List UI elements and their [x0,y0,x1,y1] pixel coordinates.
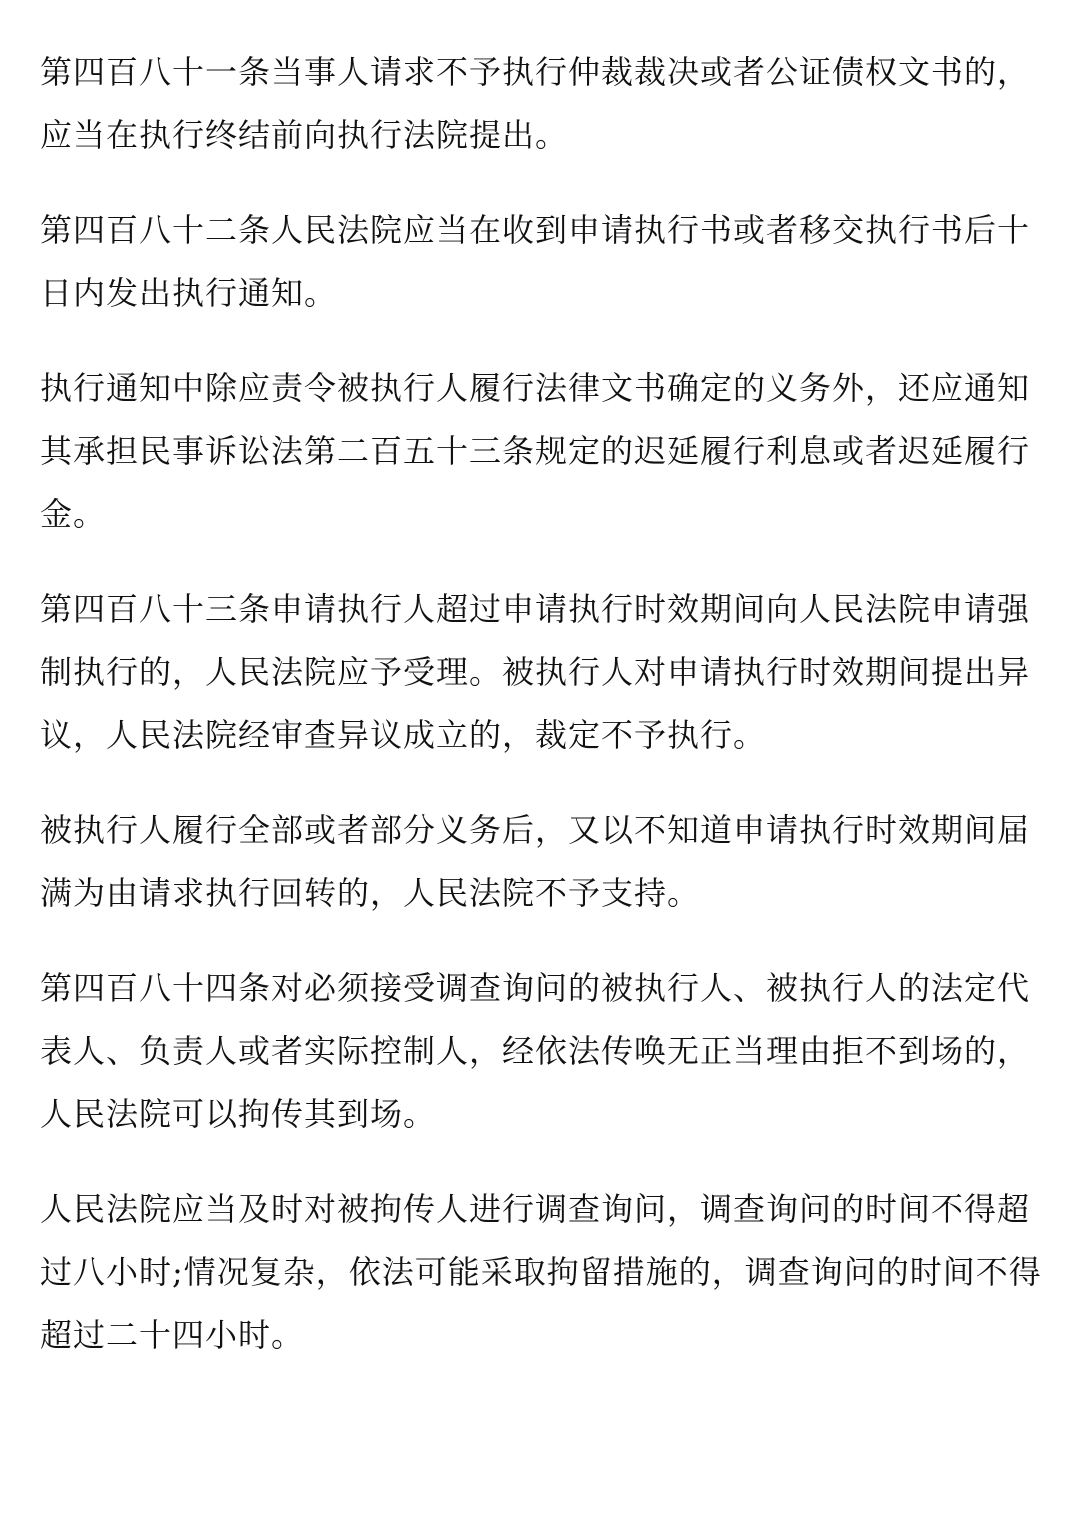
paragraph-gap [40,167,1040,199]
text-line: 第四百八十三条申请执行人超过申请执行时效期间向人民法院申请强 [40,590,1031,628]
paragraph-article-484 [40,957,1040,1146]
text-line: 应当在执行终结前向执行法院提出。 [40,116,569,154]
text-line: 表人、负责人或者实际控制人，经依法传唤无正当理由拒不到场的， [40,1032,1031,1070]
text-line: 日内发出执行通知。 [40,274,338,312]
text-line: 其承担民事诉讼法第二百五十三条规定的迟延履行利息或者迟延履行 [40,432,1031,470]
text-line: 议，人民法院经审查异议成立的，裁定不予执行。 [40,716,767,754]
paragraph-gap [40,925,1040,957]
text-line: 满为由请求执行回转的，人民法院不予支持。 [40,874,701,912]
text-line: 第四百八十二条人民法院应当在收到申请执行书或者移交执行书后十 [40,211,1031,249]
paragraph-gap [40,325,1040,357]
text-line: 过八小时;情况复杂，依法可能采取拘留措施的，调查询问的时间不得 [40,1253,1042,1291]
text-line: 执行通知中除应责令被执行人履行法律文书确定的义务外，还应通知 [40,369,1031,407]
text-line: 人民法院可以拘传其到场。 [40,1095,437,1133]
paragraph-article-484-inquiry [40,1178,1040,1367]
text-line: 人民法院应当及时对被拘传人进行调查询问，调查询问的时间不得超 [40,1190,1031,1228]
paragraph-gap [40,1146,1040,1178]
text-line: 第四百八十一条当事人请求不予执行仲裁裁决或者公证债权文书的， [40,53,1031,91]
paragraph-article-483-reversal [40,799,1040,925]
text-line: 被执行人履行全部或者部分义务后，又以不知道申请执行时效期间届 [40,811,1031,849]
document-body [40,41,1040,1367]
paragraph-gap [40,767,1040,799]
paragraph-article-482-notice [40,357,1040,546]
text-line: 制执行的，人民法院应予受理。被执行人对申请执行时效期间提出异 [40,653,1031,691]
paragraph-article-481 [40,41,1040,167]
paragraph-article-483 [40,578,1040,767]
text-line: 第四百八十四条对必须接受调查询问的被执行人、被执行人的法定代 [40,969,1031,1007]
paragraph-article-482 [40,199,1040,325]
text-line: 超过二十四小时。 [40,1316,305,1354]
text-line: 金。 [40,495,107,533]
paragraph-gap [40,546,1040,578]
